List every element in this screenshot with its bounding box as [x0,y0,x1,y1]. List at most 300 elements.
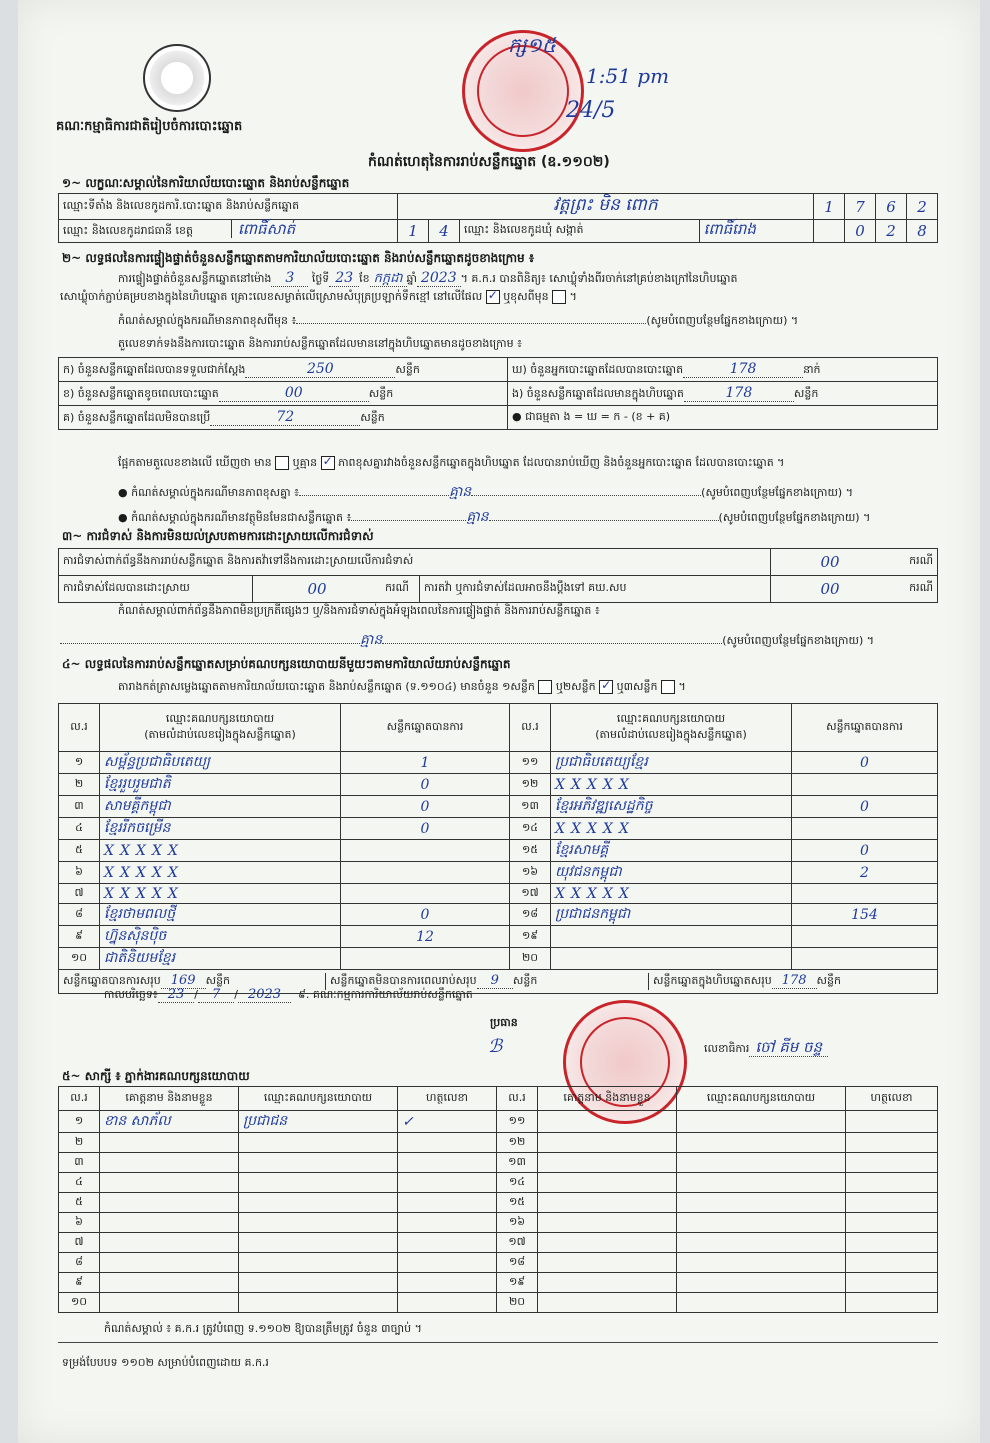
rt-party-left: XXXXX [100,884,341,904]
s2-compare-opt2: ភាពខុសគ្នារវាងចំនួនសន្លឹកឆ្នោតក្នុងហិបឆ្នោត ដែលបានរាប់ឃើញ និងចំនួនអ្នកបោះឆ្នោត ដែលបានបោះឆ្នោត ។ [338,456,785,469]
s2-r2-left-label: គ) ចំនួនសន្លឹកឆ្នោតដែលមិនបានប្រើ [63,410,211,424]
wt-sign-left [398,1153,497,1173]
wt-name-left [100,1173,239,1193]
s3-row2-unit: ករណី [381,576,420,603]
rt-no-left: ៤ [59,818,100,840]
rt-no-right: ១៨ [510,904,551,926]
wt-name-right [538,1153,677,1173]
witness-row [59,1233,938,1253]
s1-row1-value [398,194,814,220]
rt-no-right: ១៧ [510,884,551,904]
stamp-note-2: 1:51 pm [586,64,670,88]
wt-sign-right [846,1233,938,1253]
rt-no-right: ១៣ [510,796,551,818]
rt-no-left: ៧ [59,884,100,904]
rt-votes-left: 0 [341,904,510,926]
rt-no-left: ២ [59,774,100,796]
rt-col-no-right: ល.រ [510,704,551,752]
rt-party-right: ប្រជាធិបតេយ្យខ្មែរ [551,752,792,774]
rt-votes-left [341,884,510,904]
s2-compare-opt1: ឬគ្មាន [292,456,318,469]
rt-party-right: XXXXX [551,884,792,904]
rt-total-valid: 169 [161,973,206,989]
s3-row2-value-b: 00 [771,576,890,603]
rt-votes-left [341,840,510,862]
rt-no-right: ១១ [510,752,551,774]
rt-col-votes-right: សន្លឹកឆ្នោតបានការ [792,704,938,752]
wt-sign-left [398,1253,497,1273]
wt-no-right: ១៥ [497,1193,538,1213]
wt-sign-right [846,1253,938,1273]
form-page [18,0,980,1443]
witness-row [59,1213,938,1233]
s2-intro: តួលេខទាក់ទងនឹងការបោះឆ្នោត និងការរាប់សន្លឹកឆ្នោតដែលមាននៅក្នុងហិបឆ្នោតមានដូចខាងក្រោម ៖ [118,337,522,350]
wt-sign-right [846,1153,938,1173]
wt-party-left [239,1273,398,1293]
wt-party-left [239,1173,398,1193]
s4-chief-label: ប្រធាន [490,1016,518,1029]
rt-party-right: ប្រជាជនកម្ពុជា [551,904,792,926]
form-title: កំណត់ហេតុនៃការរាប់សន្លឹកឆ្នោត (ឧ.១១០២) [368,154,610,170]
s1-row2-value: ពោធិ៍សាត់ [231,220,295,238]
s2-r0-right-label: ឃ) ចំនួនអ្នកបោះឆ្នោតដែលបានបោះឆ្នោត [512,362,684,376]
s1-row2-code-blank [814,220,845,243]
results-row [59,884,938,904]
rt-party-left: XXXXX [100,862,341,884]
s2-line1-text: ការផ្ទៀងផ្ទាត់ចំនួនសន្លឹកឆ្នោតនៅម៉ោង [118,272,272,285]
section3-title: ៣~ ការជំទាស់ និងការមិនយល់ស្របតាមការដោះស្រាយលើការជំទាស់ [62,529,374,543]
rt-no-left: ៥ [59,840,100,862]
s3-row1-unit: ករណី [889,549,938,576]
s2-r1-right-value: 178 [684,385,794,402]
s2-note-suffix: (សូមបំពេញបន្ថែមផ្នែកខាងក្រោយ) ។ [646,314,799,327]
s2-year: 2023 [417,270,461,287]
s1-row2-code-1: 4 [429,220,460,243]
rt-party-right: ខ្មែរអភិវឌ្ឍសេដ្ឋកិច្ច [551,796,792,818]
rt-party-left: សម្ព័ន្ធប្រជាធិបតេយ្យ [100,752,341,774]
wt-party-left [239,1253,398,1273]
s3-row2-unit-b: ករណី [889,576,938,603]
rt-total-box-label: សន្លឹកឆ្នោតក្នុងហិបឆ្នោតសរុប [653,974,772,987]
results-row [59,796,938,818]
rt-col-party-left-text: ឈ្មោះគណបក្សនយោបាយ [165,711,275,725]
s1-row2-code-b-1: 2 [876,220,907,243]
rt-no-left: ៩ [59,926,100,948]
s1-row2-code-b-2: 8 [907,220,938,243]
rt-col-votes-left: សន្លឹកឆ្នោតបានការ [341,704,510,752]
s2-month: កក្កដា [370,271,407,287]
s1-row2-value-b: ពោធិ៍រោង [699,220,813,243]
wt-party-left: ប្រជាជន [239,1111,398,1133]
rt-votes-left [341,862,510,884]
wt-col-party-left: ឈ្មោះគណបក្សនយោបាយ [239,1087,398,1111]
s3-note [60,630,874,651]
s2-r0-left [59,358,508,382]
witness-row [59,1253,938,1273]
rt-party-left: ហ្វ៊ុនស៊ិនប៉ិច [100,926,341,948]
wt-no-right: ១៦ [497,1213,538,1233]
s2-r0-left-label: ក) ចំនួនសន្លឹកឆ្នោតដែលបានទទួលជាក់ស្តែង [63,362,246,376]
s4-intro-text: តារាងកត់ត្រាសម្លេងឆ្នោតតាមការិយាល័យបោះឆ្នោត និងរាប់សន្លឹកឆ្នោត (ទ.១១០៤) មានចំនួន ១សន្លឹក [118,680,535,693]
results-row [59,774,938,796]
s2-same-checkbox[interactable] [486,290,500,304]
wt-no-left: ៥ [59,1193,100,1213]
rt-votes-left: 1 [341,752,510,774]
wt-name-left [100,1133,239,1153]
s1-row2-code-b-0: 0 [845,220,876,243]
rt-total-invalid-label: សន្លឹកឆ្នោតមិនបានការពេលរាប់សរុប [330,974,477,987]
wt-name-left [100,1273,239,1293]
s2-note-extra-suffix: (សូមបំពេញបន្ថែមផ្នែកខាងក្រោយ) ។ [718,511,871,524]
rt-party-left: XXXXX [100,840,341,862]
rt-party-left: ខ្មែររីកចម្រើន [100,818,341,840]
wt-col-no-left: ល.រ [59,1087,100,1111]
s2-r2-left [59,406,508,430]
wt-col-party-right: ឈ្មោះគណបក្សនយោបាយ [677,1087,846,1111]
rt-no-left: ៣ [59,796,100,818]
s4-date-year: 2023 [238,987,291,1003]
wt-no-right: ១២ [497,1133,538,1153]
wt-name-left [100,1293,239,1313]
wt-no-right: ១៤ [497,1173,538,1193]
wt-party-left [239,1193,398,1213]
s2-r0-right-unit: នាក់ [803,362,821,376]
section2-figures-table [58,357,938,430]
s2-r2-right-label: ● ជាធម្មតា ង = ឃ = ក - (ខ + គ) [512,409,671,423]
witness-row [59,1293,938,1313]
rt-no-right: ១៩ [510,926,551,948]
wt-party-right [677,1193,846,1213]
rt-no-left: ៨ [59,904,100,926]
rt-col-party-right [551,704,792,752]
section3-table [58,548,938,603]
witness-row [59,1133,938,1153]
rt-no-right: ១២ [510,774,551,796]
wt-no-right: ២០ [497,1293,538,1313]
s2-note [118,314,798,330]
s2-r1-right-unit: សន្លឹក [793,386,819,400]
wt-party-right [677,1273,846,1293]
witness-table [58,1086,938,1313]
section1-title: ១~ លក្ខណៈសម្គាល់នៃការិយាល័យបោះឆ្នោត និងរាប់សន្លឹកឆ្នោត [62,176,350,190]
rt-col-party-left-sub: (តាមលំដាប់លេខរៀងក្នុងសន្លឹកឆ្នោត) [144,727,296,741]
rt-votes-right: 0 [792,752,938,774]
s2-r1-left-unit: សន្លឹក [368,386,394,400]
wt-no-left: ១ [59,1111,100,1133]
wt-party-left [239,1133,398,1153]
s4-chief-signature: ℬ [488,1036,503,1057]
s2-day: 23 [329,270,359,287]
wt-col-sign-right: ហត្ថលេខា [846,1087,938,1111]
wt-name-right [538,1233,677,1253]
rt-col-no-left: ល.រ [59,704,100,752]
wt-name-right [538,1293,677,1313]
rt-votes-left: 0 [341,774,510,796]
wt-sign-left [398,1213,497,1233]
results-row [59,926,938,948]
s4-date-line: កាលបរិច្ឆេទ៖ 23 / 7 / 2023 ៩. គណៈកម្មការការិយាល័យរាប់សន្លឹកឆ្នោត [104,987,473,1002]
wt-no-right: ១៩ [497,1273,538,1293]
rt-col-party-right-sub: (តាមលំដាប់លេខរៀងក្នុងសន្លឹកឆ្នោត) [595,727,747,741]
section5-title: ៥~ សាក្សី ៖ ភ្នាក់ងារគណបក្សនយោបាយ [62,1069,250,1083]
footer-text: ទម្រង់បែបបទ ១១០២ សម្រាប់បំពេញដោយ គ.ក.រ [62,1356,269,1369]
s3-note-label: កំណត់សម្គាល់ពាក់ព័ន្ធនឹងភាពមិនប្រក្រតីផ្សេងៗ ឬ/និងការជំទាស់ក្នុងអំឡុងពេលនៃការផ្ទៀងផ្ទាត់ និងការរាប់សន្លឹកឆ្នោត ៖ [118,604,600,617]
wt-sign-right [846,1213,938,1233]
results-row [59,948,938,970]
wt-no-right: ១៨ [497,1253,538,1273]
s3-note-value: គ្មាន [360,632,383,648]
s2-note-diff-value: គ្មាន [448,484,472,500]
stamp-note-1: ក្ស១៥ [508,33,556,57]
s2-r1-right-label: ង) ចំនួនសន្លឹកឆ្នោតដែលមានក្នុងហិបឆ្នោត [512,386,684,400]
s2-r0-right [508,358,938,382]
s2-r1-left-value: 00 [219,385,369,402]
s2-line1-end: ។ គ.ក.រ បានពិនិត្យ៖ សោឃ្លុំទាំងពីរចាក់នៅគ្រប់ខាងក្រៅនៃហិបឆ្នោត [460,272,738,285]
s4-intro-opt2: ឬ៣សន្លឹក [616,680,658,693]
results-row [59,862,938,884]
s3-row2-value: 00 [253,576,382,603]
wt-name-right [538,1111,677,1133]
rt-total-valid-label: សន្លឹកឆ្នោតបានការសរុប [63,974,161,987]
rt-votes-right: 154 [792,904,938,926]
rt-total-invalid: 9 [477,973,513,989]
footer-divider [58,1342,938,1343]
rt-no-right: ១៦ [510,862,551,884]
s2-month-label: ខែ [359,272,370,285]
s4-committee-label: ៩. គណៈកម្មការការិយាល័យរាប់សន្លឹកឆ្នោត [298,988,473,1001]
s4-intro: តារាងកត់ត្រាសម្លេងឆ្នោតតាមការិយាល័យបោះឆ្នោត និងរាប់សន្លឹកឆ្នោត (ទ.១១០៤) មានចំនួន ១សន្លឹក ឬ២សន្លឹក ✓ ឬ៣សន្លឹក ។ [118,680,686,696]
wt-sign-right [846,1273,938,1293]
s2-compare-text: ផ្អែកតាមតួលេខខាងលើ ឃើញថា មាន [118,456,272,469]
wt-no-right: ១៧ [497,1233,538,1253]
results-row [59,818,938,840]
wt-sign-right [846,1193,938,1213]
s2-note-diff-label: ● កំណត់សម្គាល់ក្នុងករណីមានភាពខុសគ្នា ៖ [118,486,299,499]
wt-name-right [538,1213,677,1233]
s2-no-diff-checkbox[interactable] [321,456,335,470]
s3-row1-label: ការជំទាស់ពាក់ព័ន្ធនឹងការរាប់សន្លឹកឆ្នោត និងការតវ៉ាទៅនឹងការដោះស្រាយលើការជំទាស់ [59,549,771,576]
s2-note-blank[interactable] [296,323,646,324]
wt-party-left [239,1293,398,1313]
witness-row [59,1111,938,1133]
s1-row1-label: ឈ្មោះទីតាំង និងលេខកូដការិ.បោះឆ្នោត និងរាប់សន្លឹកឆ្នោត [59,194,398,220]
s1-row1-code-1: 7 [845,194,876,220]
s2-note-diff [118,482,853,503]
s1-row2-code-0: 1 [398,220,429,243]
rt-no-left: ១ [59,752,100,774]
rt-party-left: សាមគ្គីកម្ពុជា [100,796,341,818]
rt-total-box-unit: សន្លឹក [816,974,841,987]
rt-votes-right [792,774,938,796]
results-row [59,840,938,862]
rt-party-right: XXXXX [551,774,792,796]
s1-row1-value-text: វត្តព្រះ មិន ពោក [553,195,658,215]
s2-time: 3 [271,270,308,287]
wt-no-left: ៨ [59,1253,100,1273]
s2-note-diff-suffix: (សូមបំពេញបន្ថែមផ្នែកខាងក្រោយ) ។ [701,486,853,499]
s2-line2-mid: ឬខុសពីមុន [503,290,549,303]
s4-date-month: 7 [198,987,234,1003]
rt-votes-right: 2 [792,862,938,884]
s3-note-suffix: (សូមបំពេញបន្ថែមផ្នែកខាងក្រោយ) ។ [722,634,875,647]
results-row [59,752,938,774]
s2-r0-left-unit: សន្លឹក [395,362,420,376]
s2-line2-text: សោឃ្លុំចាក់ភ្ជាប់គម្របខាងក្នុងនៃហិបឆ្នោត គ្រោះលេខសម្ងាត់លើស្រោមសំបុត្រប្រឡាក់ទឹកខ្មៅ នៅលើផែល [60,290,483,303]
wt-name-left [100,1253,239,1273]
wt-no-right: ១៣ [497,1153,538,1173]
wt-sign-left [398,1293,497,1313]
rt-votes-left: 12 [341,926,510,948]
s2-r2-right [508,406,938,430]
committee-emblem [143,44,211,112]
witness-row [59,1193,938,1213]
rt-no-right: ១៥ [510,840,551,862]
wt-no-left: ៤ [59,1173,100,1193]
s2-note-extra [118,507,870,528]
s4-secretary [704,1038,828,1060]
wt-party-left [239,1213,398,1233]
wt-name-left [100,1213,239,1233]
rt-total-valid-unit: សន្លឹក [205,974,231,987]
witness-row [59,1173,938,1193]
wt-col-name-right: គោត្តនាម និងនាមខ្លួន [538,1087,677,1111]
rt-party-left: ខ្មែររួបរួមជាតិ [100,774,341,796]
wt-col-name-left: គោត្តនាម និងនាមខ្លួន [100,1087,239,1111]
wt-party-left [239,1153,398,1173]
rt-no-left: ៦ [59,862,100,884]
rt-total-invalid-unit: សន្លឹក [512,974,538,987]
wt-party-right [677,1133,846,1153]
wt-sign-left [398,1193,497,1213]
s4-secretary-sign: ចៅ គីម ចន្ទ [749,1038,828,1057]
wt-no-left: ១០ [59,1293,100,1313]
rt-total-box: 178 [772,973,817,989]
rt-party-right: ខ្មែរសាមគ្គី [551,840,792,862]
wt-sign-right [846,1293,938,1313]
rt-no-right: ១៤ [510,818,551,840]
rt-votes-right [792,948,938,970]
section4-title: ៤~ លទ្ធផលនៃការរាប់សន្លឹកឆ្នោតសម្រាប់គណបក្សនយោបាយនីមួយៗតាមការិយាល័យរាប់សន្លឹកឆ្នោត [62,657,511,671]
wt-no-left: ៧ [59,1233,100,1253]
wt-party-right [677,1213,846,1233]
section2-title: ២~ លទ្ធផលនៃការផ្ទៀងផ្ទាត់ចំនួនសន្លឹកឆ្នោតតាមការិយាល័យបោះឆ្នោត និងរាប់សន្លឹកឆ្នោតដូចខាងក្រោម ៖ [62,251,535,265]
s1-row2-label-cell [59,220,398,243]
rt-no-right: ២០ [510,948,551,970]
witness-row [59,1273,938,1293]
s2-compare [118,456,784,472]
wt-no-left: ៩ [59,1273,100,1293]
s2-r1-left [59,382,508,406]
s4-three-sheet-checkbox[interactable] [661,680,675,694]
wt-sign-right [846,1133,938,1153]
s1-row2-label: ឈ្មោះ និងលេខកូដរាជធានី ខេត្ត [63,224,193,237]
s4-two-sheet-checkbox[interactable] [599,680,613,694]
s1-row1-code-3: 2 [907,194,938,220]
results-row [59,904,938,926]
wt-name-left [100,1193,239,1213]
wt-sign-right [846,1111,938,1133]
wt-sign-left [398,1173,497,1193]
s2-line1 [118,270,737,289]
wt-name-right [538,1273,677,1293]
wt-name-left: ខាន សាភ័ល [100,1111,239,1133]
committee-name: គណៈកម្មាធិការជាតិរៀបចំការបោះឆ្នោត [56,119,243,134]
rt-party-right: XXXXX [551,818,792,840]
s2-r1-left-label: ខ) ចំនួនសន្លឹកឆ្នោតខូចពេលបោះឆ្នោត [63,386,219,400]
rt-party-right [551,926,792,948]
rt-party-right: យុវជនកម្ពុជា [551,862,792,884]
wt-no-left: ២ [59,1133,100,1153]
s1-row2-label-b: ឈ្មោះ និងលេខកូដឃុំ សង្កាត់ [460,220,700,243]
s4-date-label: កាលបរិច្ឆេទ៖ [104,988,158,1001]
s2-day-label: ថ្ងៃទី [311,272,330,285]
wt-party-right [677,1111,846,1133]
s4-one-sheet-checkbox[interactable] [538,680,552,694]
wt-sign-left [398,1233,497,1253]
rt-party-left: ខ្មែរថាមពលថ្មី [100,904,341,926]
wt-party-right [677,1293,846,1313]
section1-table [58,193,938,243]
s3-row1-value: 00 [771,549,890,576]
rt-col-party-left [100,704,341,752]
rt-votes-left: 0 [341,796,510,818]
s5-footnote: កំណត់សម្គាល់ ៖ គ.ក.រ ត្រូវបំពេញ ទ.១១០២ ឱ្យបានត្រឹមត្រូវ ចំនួន ៣ច្បាប់ ។ [104,1322,422,1335]
s3-row2-label-b: ការតវ៉ា ឬការជំទាស់ដែលអាចនឹងប្តឹងទៅ គឃ.សប [420,576,771,603]
results-table [58,703,938,994]
wt-name-right [538,1193,677,1213]
s2-note-extra-label: ● កំណត់សម្គាល់ក្នុងករណីមានវត្ថុមិនមែនជាសន្លឹកឆ្នោត ៖ [118,511,352,524]
s2-r0-right-value: 178 [683,361,803,378]
wt-name-left [100,1233,239,1253]
s4-intro-opt1: ឬ២សន្លឹក [555,680,596,693]
wt-col-no-right: ល.រ [497,1087,538,1111]
wt-party-right [677,1253,846,1273]
rt-party-left: ជាតិនិយមខ្មែរ [100,948,341,970]
rt-no-left: ១០ [59,948,100,970]
wt-no-left: ៦ [59,1213,100,1233]
s2-has-diff-checkbox[interactable] [275,456,289,470]
s2-diff-checkbox[interactable] [552,290,566,304]
witness-row [59,1153,938,1173]
s2-year-label: ឆ្នាំ [406,272,417,285]
s2-note-label: កំណត់សម្គាល់ក្នុងករណីមានភាពខុសពីមុន ៖ [118,314,297,327]
wt-party-right [677,1233,846,1253]
s4-secretary-label: លេខាធិការ [704,1042,750,1055]
wt-name-right [538,1173,677,1193]
wt-party-right [677,1153,846,1173]
rt-votes-right: 0 [792,796,938,818]
wt-no-right: ១១ [497,1111,538,1133]
wt-party-left [239,1233,398,1253]
wt-sign-left [398,1273,497,1293]
s1-row1-code-2: 6 [876,194,907,220]
rt-votes-right [792,884,938,904]
wt-sign-right [846,1173,938,1193]
s2-r2-left-value: 72 [210,409,360,426]
rt-votes-right [792,818,938,840]
rt-votes-left [341,948,510,970]
wt-col-sign-left: ហត្ថលេខា [398,1087,497,1111]
s2-line2: សោឃ្លុំចាក់ភ្ជាប់គម្របខាងក្នុងនៃហិបឆ្នោត គ្រោះលេខសម្ងាត់លើស្រោមសំបុត្រប្រឡាក់ទឹកខ្មៅ នៅលើផែល ✓ ឬខុសពីមុន ។ [60,290,577,306]
rt-total-box-cell [649,973,937,990]
wt-name-left [100,1153,239,1173]
wt-sign-left [398,1133,497,1153]
rt-votes-right: 0 [792,840,938,862]
s2-r1-right [508,382,938,406]
wt-no-left: ៣ [59,1153,100,1173]
s3-row2-label: ការជំទាស់ដែលបានដោះស្រាយ [59,576,253,603]
rt-votes-left: 0 [341,818,510,840]
